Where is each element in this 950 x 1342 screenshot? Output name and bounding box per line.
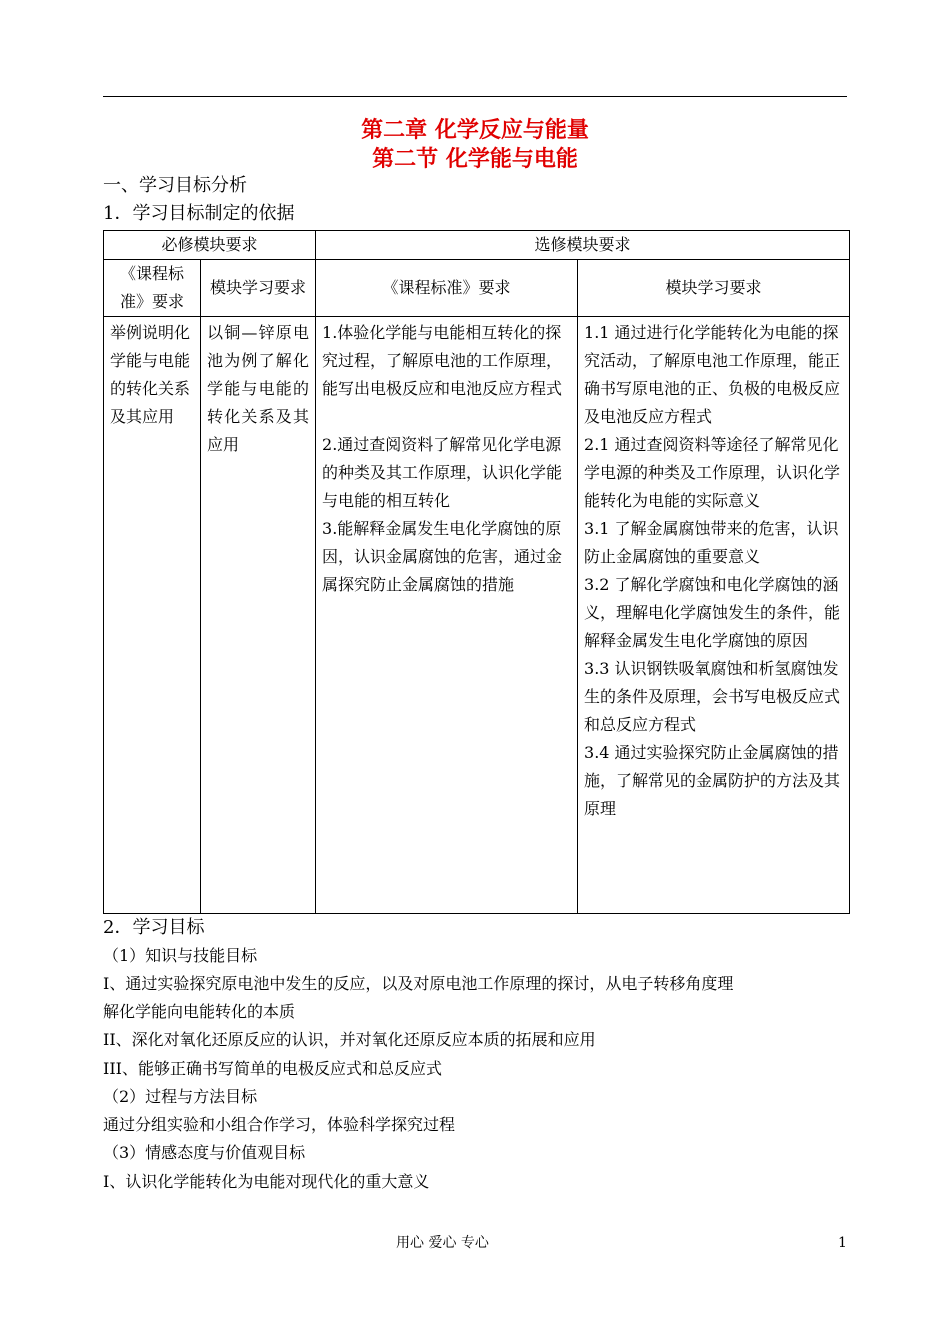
section-title: 第二节 化学能与电能	[372, 146, 578, 172]
heading-learning-goals: 2．学习目标	[103, 917, 205, 938]
requirements-table	[103, 230, 850, 914]
process-text: 通过分组实验和小组合作学习，体验科学探究过程	[103, 1115, 456, 1134]
header-curriculum-standard-1: 《课程标准》要求	[104, 260, 201, 317]
header-module-requirement-1: 模块学习要求	[201, 260, 316, 317]
chapter-title: 第二章 化学反应与能量	[361, 117, 589, 143]
module-item-3-2: 3.2 了解化学腐蚀和电化学腐蚀的涵义，理解电化学腐蚀发生的条件，能解释金属发生电化学腐蚀的原因	[584, 575, 841, 650]
sub-attitude-values: （3）情感态度与价值观目标	[103, 1143, 306, 1162]
cell-required-module: 以铜—锌原电池为例了解化学能与电能的转化关系及其应用	[201, 317, 316, 914]
header-rule	[103, 96, 847, 97]
header-module-requirement-2: 模块学习要求	[578, 260, 850, 317]
module-item-2-1: 2.1 通过查阅资料等途径了解常见化学电源的种类及工作原理，认识化学能转化为电能的实际意义	[584, 435, 841, 510]
module-item-3-3: 3.3 认识钢铁吸氧腐蚀和析氢腐蚀发生的条件及原理，会书写电极反应式和总反应方程式	[584, 659, 841, 734]
module-item-1-1: 1.1 通过进行化学能转化为电能的探究活动，了解原电池工作原理，能正确书写原电池的正、负极的电极反应及电池反应方程式	[584, 323, 841, 426]
cell-required-standard: 举例说明化学能与电能的转化关系及其应用	[104, 317, 201, 914]
heading-learning-goal-analysis: 一、学习目标分析	[103, 175, 247, 196]
goal-I-line-2: 解化学能向电能转化的本质	[103, 1002, 296, 1021]
heading-basis: 1．学习目标制定的依据	[103, 203, 295, 224]
sub-knowledge-skills: （1）知识与技能目标	[103, 946, 258, 965]
sub-process-methods: （2）过程与方法目标	[103, 1087, 258, 1106]
standard-item-2: 2.通过查阅资料了解常见化学电源的种类及其工作原理，认识化学能与电能的相互转化	[322, 435, 563, 510]
spacer	[322, 403, 571, 431]
module-item-3-4: 3.4 通过实验探究防止金属腐蚀的措施，了解常见的金属防护的方法及其原理	[584, 743, 841, 818]
standard-item-1: 1.体验化学能与电能相互转化的探究过程，了解原电池的工作原理，能写出电极反应和电池反应方程式	[322, 323, 563, 398]
page-number: 1	[838, 1235, 847, 1251]
footer-motto: 用心 爱心 专心	[396, 1235, 489, 1251]
attitude-goal-I: I、认识化学能转化为电能对现代化的重大意义	[103, 1172, 430, 1191]
header-required-module: 必修模块要求	[104, 231, 316, 260]
cell-elective-standard	[316, 317, 578, 914]
module-item-3-1: 3.1 了解金属腐蚀带来的危害，认识防止金属腐蚀的重要意义	[584, 519, 839, 566]
goal-III: III、能够正确书写简单的电极反应式和总反应式	[103, 1059, 442, 1078]
goal-II: II、深化对氧化还原反应的认识，并对氧化还原反应本质的拓展和应用	[103, 1030, 596, 1049]
cell-elective-module	[578, 317, 850, 914]
goal-I-line-1: I、通过实验探究原电池中发生的反应，以及对原电池工作原理的探讨，从电子转移角度理	[103, 974, 734, 993]
header-elective-module: 选修模块要求	[316, 231, 850, 260]
header-curriculum-standard-2: 《课程标准》要求	[316, 260, 578, 317]
standard-item-3: 3.能解释金属发生电化学腐蚀的原因，认识金属腐蚀的危害，通过金属探究防止金属腐蚀的措施	[322, 519, 563, 594]
